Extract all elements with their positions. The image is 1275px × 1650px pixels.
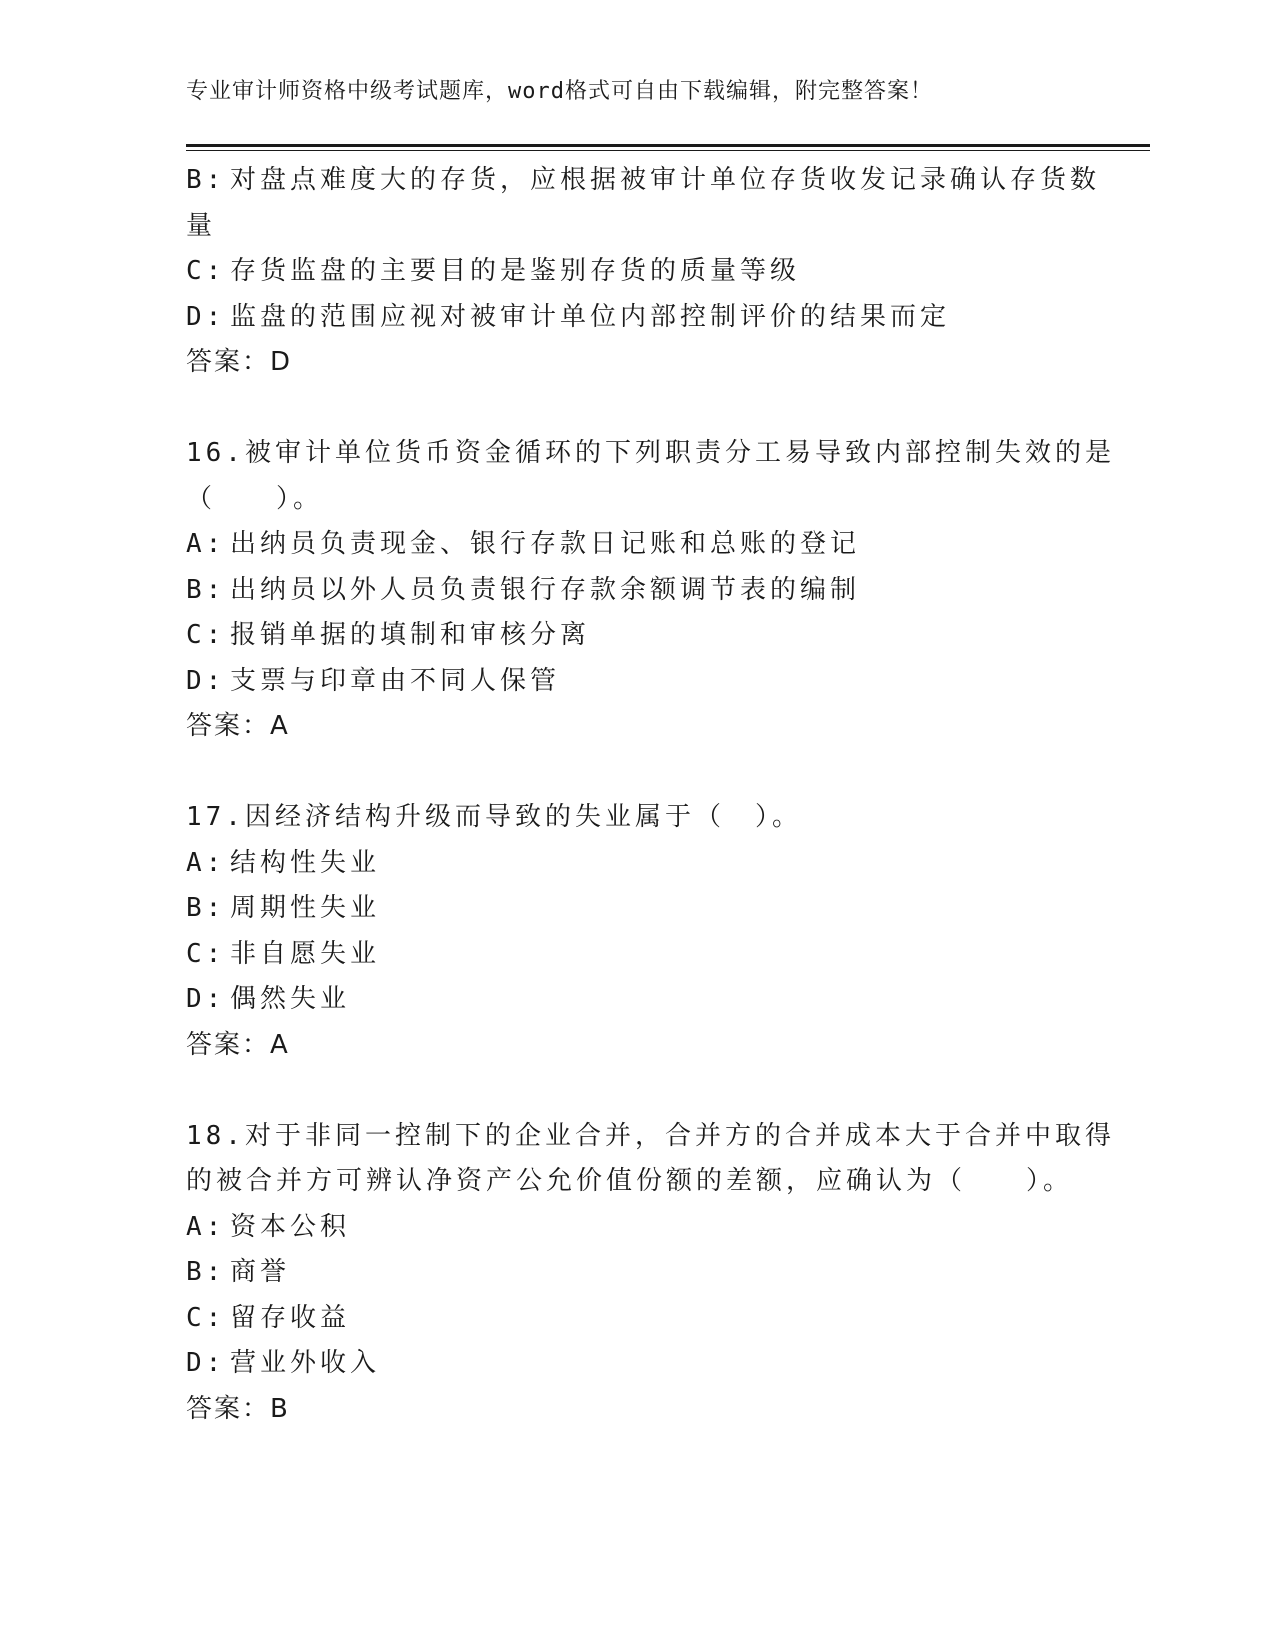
answer: 答案：D (186, 347, 293, 377)
option-b-continuation: 量 (186, 210, 217, 241)
option-b: B: 周期性失业 (186, 893, 381, 923)
option-d: D: 营业外收入 (186, 1348, 381, 1378)
header-rule-thin (186, 150, 1150, 151)
option-a: A: 出纳员负责现金、银行存款日记账和总账的登记 (186, 529, 861, 559)
question-15-continued (186, 158, 1101, 386)
option-c: C: 报销单据的填制和审核分离 (186, 620, 591, 650)
spacer (186, 386, 1086, 432)
option-c: C: 非自愿失业 (186, 938, 381, 969)
question-stem-continuation: 的被合并方可辨认净资产公允价值份额的差额，应确认为（ ）。 (186, 1166, 1074, 1196)
answer: 答案：A (186, 711, 290, 741)
question-18 (186, 1114, 1115, 1433)
option-d: D: 偶然失业 (186, 984, 351, 1014)
header-rule-thick (186, 144, 1150, 147)
question-stem: 18.对于非同一控制下的企业合并，合并方的合并成本大于合并中取得 (186, 1120, 1115, 1151)
option-c: C: 存货监盘的主要目的是鉴别存货的质量等级 (186, 256, 801, 286)
answer: 答案：A (186, 1029, 290, 1060)
option-b: B: 对盘点难度大的存货，应根据被审计单位存货收发记录确认存货数 (186, 165, 1101, 195)
option-b: B: 出纳员以外人员负责银行存款余额调节表的编制 (186, 574, 861, 605)
option-b: B: 商誉 (186, 1257, 291, 1287)
page-header: 专业审计师资格中级考试题库，word格式可自由下载编辑，附完整答案！ (186, 79, 933, 104)
spacer (186, 1068, 1086, 1114)
option-c: C: 留存收益 (186, 1302, 351, 1333)
option-a: A: 结构性失业 (186, 847, 381, 878)
spacer (186, 750, 1086, 796)
question-16 (186, 431, 1115, 750)
question-17 (186, 795, 1086, 1068)
question-stem-continuation: （ ）。 (186, 483, 324, 514)
question-list (186, 158, 1115, 1432)
question-stem: 17.因经济结构升级而导致的失业属于（ ）。 (186, 802, 802, 832)
question-stem: 16.被审计单位货币资金循环的下列职责分工易导致内部控制失效的是 (186, 438, 1115, 468)
option-d: D: 监盘的范围应视对被审计单位内部控制评价的结果而定 (186, 301, 951, 332)
option-d: D: 支票与印章由不同人保管 (186, 665, 561, 696)
answer: 答案：B (186, 1393, 290, 1424)
option-a: A: 资本公积 (186, 1211, 351, 1242)
